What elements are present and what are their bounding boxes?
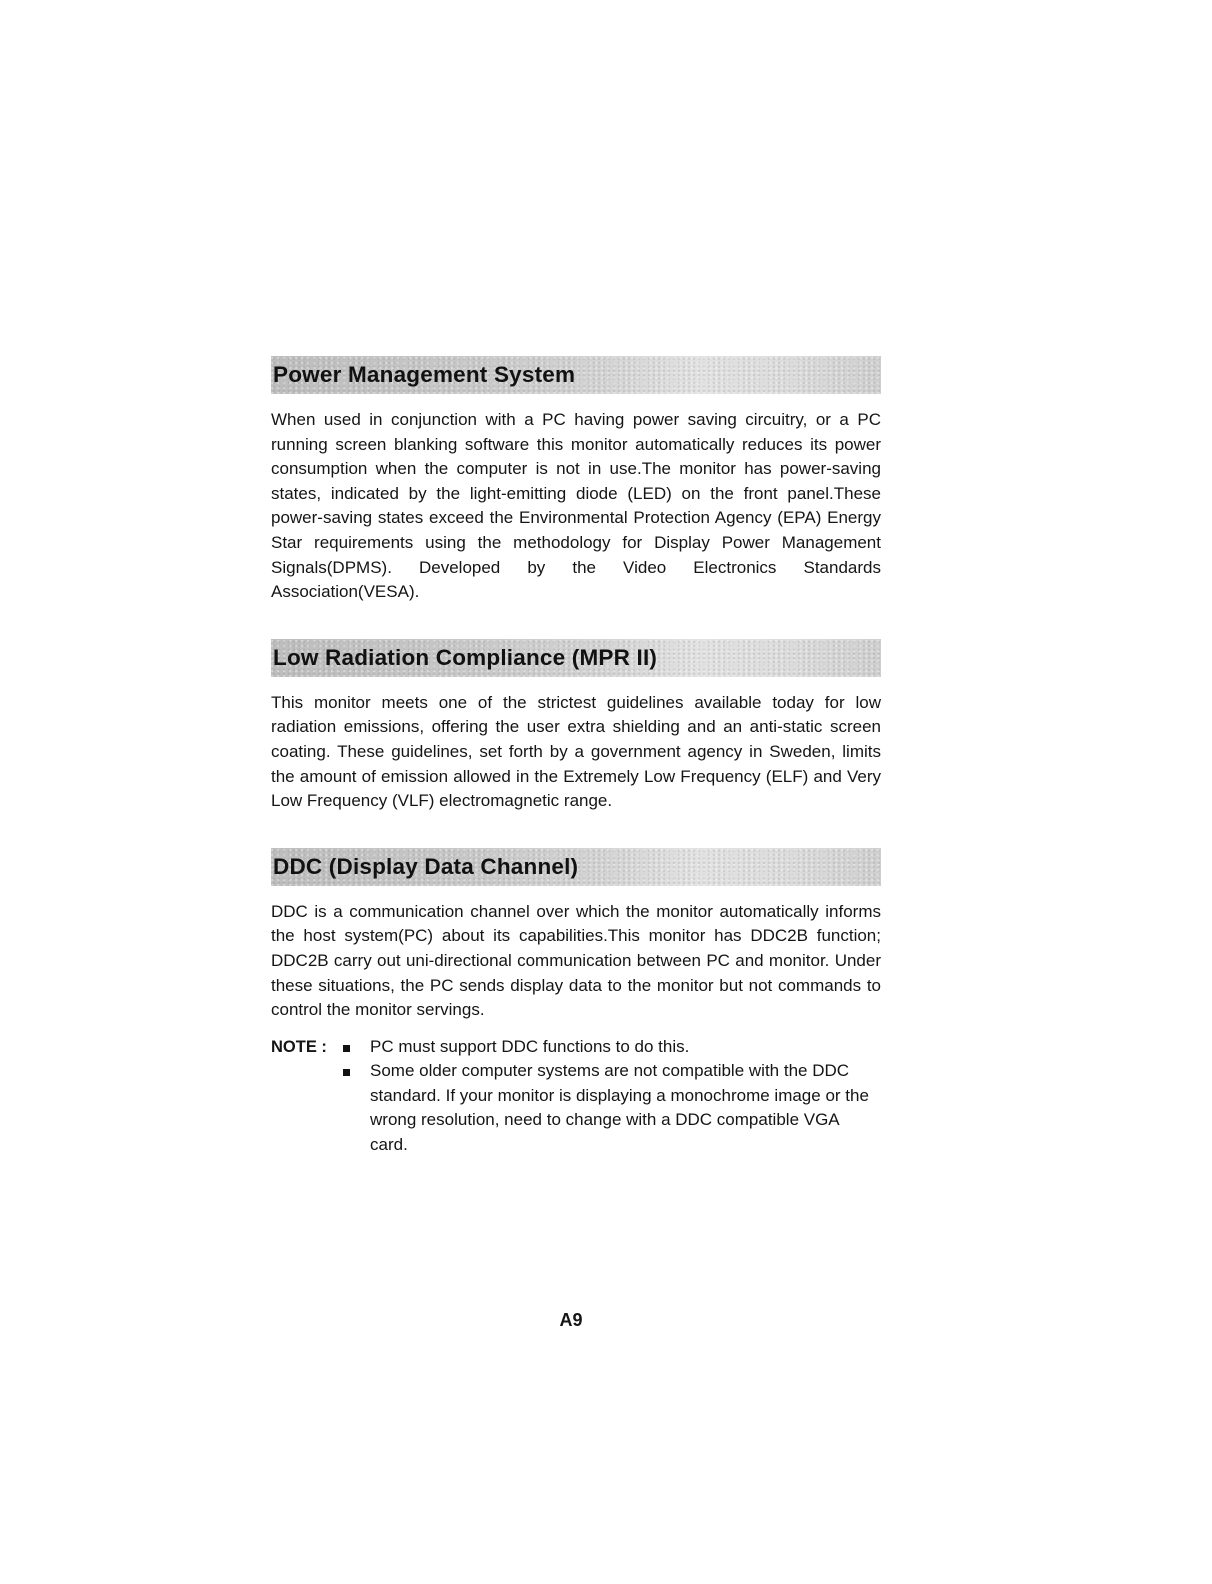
section-title: Low Radiation Compliance (MPR II)	[273, 644, 658, 670]
section-header-low-radiation	[271, 639, 881, 677]
square-bullet-icon	[343, 1069, 350, 1076]
page-content	[271, 356, 881, 1158]
section-title: DDC (Display Data Channel)	[273, 853, 579, 879]
note-block	[271, 1035, 881, 1158]
square-bullet-icon	[343, 1045, 350, 1052]
note-list	[343, 1035, 881, 1158]
section-spacer	[271, 605, 881, 639]
section-title: Power Management System	[273, 362, 576, 387]
note-item-text: Some older computer systems are not compatible with the DDC standard. If your monitor is displaying a monochrome image or the wrong resolution, need to change with a DDC compatible VGA card.	[370, 1061, 869, 1155]
note-item	[343, 1035, 881, 1060]
note-item	[343, 1059, 881, 1157]
section-spacer	[271, 814, 881, 848]
section-body-low-radiation: This monitor meets one of the strictest guidelines available today for low radiation emissions, offering the user extra shielding and an anti-static screen coating. These guidelines, set forth by a government agency in Sweden, limits the amount of emission allowed in the Extremely Low Frequency (ELF) and Very Low Frequency (VLF) electromagnetic range.	[271, 692, 881, 811]
section-header-ddc	[271, 848, 881, 886]
page-number: A9	[559, 1310, 583, 1330]
note-label: NOTE :	[271, 1037, 327, 1056]
note-item-text: PC must support DDC functions to do this.	[370, 1036, 690, 1056]
section-body-ddc: DDC is a communication channel over which the monitor automatically informs the host system(PC) about its capabilities.This monitor has DDC2B function; DDC2B carry out uni-directional communication between PC and monitor. Under these situations, the PC sends display data to the monitor but not commands to control the monitor servings.	[271, 901, 881, 1020]
section-body-power-management: When used in conjunction with a PC having power saving circuitry, or a PC running screen blanking software this monitor automatically reduces its power consumption when the computer is not in use.The monitor has power-saving states, indicated by the light-emitting diode (LED) on the front panel.These power-saving states exceed the Environmental Protection Agency (EPA) Energy Star requirements using the methodology for Display Power Management Signals(DPMS). Developed by the Video Electronics Standards Association(VESA).	[271, 410, 881, 602]
section-header-power-management	[271, 356, 881, 394]
